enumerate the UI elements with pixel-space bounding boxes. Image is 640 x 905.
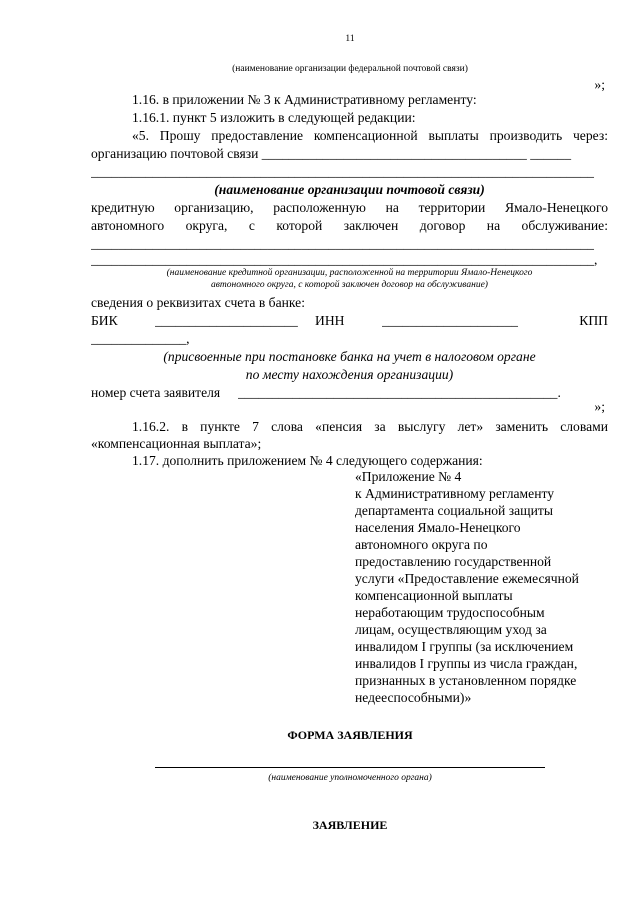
page-number: 11 <box>345 34 355 44</box>
appendix-line: предоставлению государственной <box>355 554 552 569</box>
account-label: номер счета заявителя <box>91 385 221 400</box>
item-1-16-2-line2: «компенсационная выплата»; <box>91 436 262 451</box>
appendix-line: услуги «Предоставление ежемесячной <box>355 571 579 586</box>
tax-caption-2: по месту нахождения организации) <box>245 367 454 382</box>
appendix-line: инвалидов I группы из числа граждан, <box>355 656 578 671</box>
tax-caption-1: (присвоенные при постановке банка на учет в налоговом органе <box>163 349 536 364</box>
bik-label: БИК <box>91 313 118 328</box>
quote-end-2: »; <box>594 399 605 414</box>
authority-caption: (наименование уполномоченного органа) <box>268 773 432 783</box>
appendix-line: недееспособными)» <box>355 690 472 705</box>
point5-line3: __________________________________________________________________________ <box>91 164 594 179</box>
quote-end-1: »; <box>594 77 605 92</box>
statement-title: ЗАЯВЛЕНИЕ <box>312 818 388 832</box>
point5-line1: «5. Прошу предоставление компенсационной выплаты производить через: <box>132 128 608 143</box>
kpp-blank: ______________, <box>91 331 190 346</box>
credit-line3: __________________________________________________________________________ <box>91 236 594 251</box>
appendix-line: признанных в установленном порядке <box>355 673 577 688</box>
inn-label: ИНН <box>315 313 345 328</box>
credit-line2: автономного округа, с которой заключен договор на обслуживание: <box>91 218 608 233</box>
appendix-line: населения Ямало-Ненецкого <box>355 520 521 535</box>
item-1-16-2-line1: 1.16.2. в пункте 7 слова «пенсия за выслугу лет» заменить словами <box>132 419 608 434</box>
appendix-line: инвалидом I группы (за исключением <box>355 639 574 654</box>
credit-caption-2: автономного округа, с которой заключен договор на обслуживание) <box>211 280 488 290</box>
account-blank: _______________________________________________. <box>238 385 561 400</box>
credit-line4: __________________________________________________________________________, <box>91 252 598 267</box>
postal-org-caption: (наименование организации почтовой связи) <box>214 182 485 197</box>
appendix-line: «Приложение № 4 <box>355 469 462 484</box>
point5-line2: организацию почтовой связи _______________________________________ ______ <box>91 146 571 161</box>
credit-line1: кредитную организацию, расположенную на территории Ямало-Ненецкого <box>91 200 608 215</box>
appendix-line: лицам, осуществляющим уход за <box>355 622 547 637</box>
appendix-line: к Административному регламенту <box>355 486 555 501</box>
appendix-line: неработающим трудоспособным <box>355 605 545 620</box>
form-title: ФОРМА ЗАЯВЛЕНИЯ <box>287 728 413 742</box>
bank-details-label: сведения о реквизитах счета в банке: <box>91 295 305 310</box>
item-1-16: 1.16. в приложении № 3 к Административному регламенту: <box>132 92 477 107</box>
bik-blank: _____________________ <box>155 313 298 328</box>
appendix-line: автономного округа по <box>355 537 488 552</box>
item-1-16-1: 1.16.1. пункт 5 изложить в следующей редакции: <box>132 110 416 125</box>
authority-underline <box>155 767 545 768</box>
inn-blank: ____________________ <box>382 313 518 328</box>
item-1-17: 1.17. дополнить приложением № 4 следующего содержания: <box>132 453 483 468</box>
appendix-line: департамента социальной защиты <box>355 503 553 518</box>
kpp-label: КПП <box>579 313 608 328</box>
postal-org-caption-top: (наименование организации федеральной почтовой связи) <box>232 64 468 74</box>
appendix-line: компенсационной выплаты <box>355 588 513 603</box>
credit-caption-1: (наименование кредитной организации, расположенной на территории Ямало-Ненецкого <box>166 268 533 278</box>
